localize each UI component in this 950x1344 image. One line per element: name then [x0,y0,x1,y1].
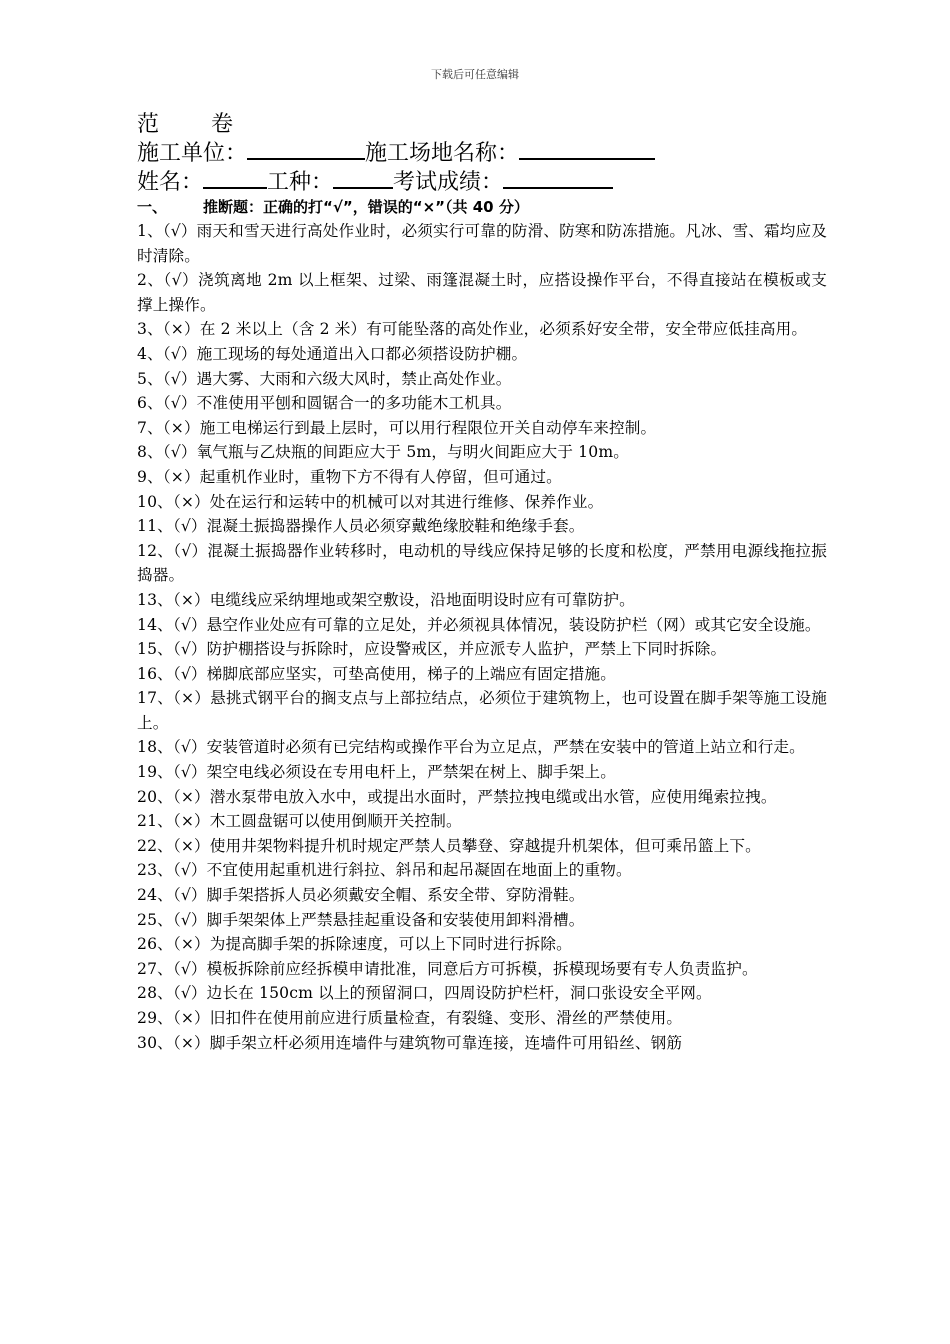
question-item: 16、（√）梯脚底部应坚实，可垫高使用，梯子的上端应有固定措施。 [137,664,616,683]
question-item: 14、（√）悬空作业处应有可靠的立足处，并必须视具体情况，装设防护栏（网）或其它安全设施。 [137,615,821,634]
score-blank[interactable] [503,167,613,189]
question-item: 26、（×）为提高脚手架的拆除速度，可以上下同时进行拆除。 [137,935,572,954]
question-item: 13、（×）电缆线应采纳埋地或架空敷设，沿地面明设时应有可靠防护。 [137,590,635,609]
question-item: 20、（×）潜水泵带电放入水中，或提出水面时，严禁拉拽电缆或出水管，应使用绳索拉拽。 [137,787,777,806]
site-blank[interactable] [519,138,655,160]
title-char-1: 范 [137,112,160,137]
question-item: 25、（√）脚手架架体上严禁悬挂起重设备和安装使用卸料滑槽。 [137,910,585,929]
question-item: 29、（×）旧扣件在使用前应进行质量检查，有裂缝、变形、滑丝的严禁使用。 [137,1009,683,1027]
page-header-note: 下载后可任意编辑 [431,68,519,81]
question-item: 1、（√）雨天和雪天进行高处作业时，必须实行可靠的防滑、防寒和防冻措施。凡冰、雪、霜均应及时清除。 [137,222,827,265]
name-label: 姓名： [137,170,204,195]
question-item: 15、（√）防护棚搭设与拆除时，应设警戒区，并应派专人监护，严禁上下同时拆除。 [137,640,727,659]
question-list [137,219,827,1055]
name-blank[interactable] [203,167,267,189]
question-item: 24、（√）脚手架搭拆人员必须戴安全帽、系安全带、穿防滑鞋。 [137,886,585,905]
paper-title [137,112,827,138]
site-label: 施工场地名称： [365,141,520,166]
question-item: 19、（√）架空电线必须设在专用电杆上，严禁架在树上、脚手架上。 [137,763,616,782]
question-item: 2、（√）浇筑离地 2m 以上框架、过梁、雨篷混凝土时，应搭设操作平台，不得直接站在模板或支撑上操作。 [137,271,827,314]
score-label: 考试成绩： [393,170,504,195]
question-item: 11、（√）混凝土振捣器操作人员必须穿戴绝缘胶鞋和绝缘手套。 [137,517,585,536]
unit-blank[interactable] [247,138,365,160]
question-item: 17、（×）悬挑式钢平台的搁支点与上部拉结点，必须位于建筑物上，也可设置在脚手架等施工设施上。 [137,689,827,732]
question-item: 9、（×）起重机作业时，重物下方不得有人停留，但可通过。 [137,467,562,486]
name-trade-score-line [137,167,827,196]
question-item: 27、（√）模板拆除前应经拆模申请批准，同意后方可拆模，拆模现场要有专人负责监护。 [137,959,758,978]
question-item: 23、（√）不宜使用起重机进行斜拉、斜吊和起吊凝固在地面上的重物。 [137,861,632,880]
question-item: 3、（×）在 2 米以上（含 2 米）有可能坠落的高处作业，必须系好安全带，安全带应低挂高用。 [137,320,808,339]
exam-paper [137,112,827,1055]
trade-label: 工种： [267,170,334,195]
section-text: 推断题：正确的打“√”，错误的“×”（共 40 分） [203,198,529,216]
question-item: 10、（×）处在运行和运转中的机械可以对其进行维修、保养作业。 [137,492,604,511]
question-item: 22、（×）使用井架物料提升机时规定严禁人员攀登、穿越提升机架体，但可乘吊篮上下。 [137,836,761,855]
question-item: 28、（√）边长在 150cm 以上的预留洞口，四周设防护栏杆，洞口张设安全平网。 [137,984,712,1003]
unit-site-line [137,138,827,167]
section-heading [137,196,827,218]
question-item: 8、（√）氧气瓶与乙炔瓶的间距应大于 5m，与明火间距应大于 10m。 [137,443,629,462]
question-item: 4、（√）施工现场的每处通道出入口都必须搭设防护棚。 [137,344,528,363]
unit-label: 施工单位： [137,141,248,166]
question-item: 7、（×）施工电梯运行到最上层时，可以用行程限位开关自动停车来控制。 [137,418,657,437]
question-item: 18、（√）安装管道时必须有已完结构或操作平台为立足点，严禁在安装中的管道上站立和行走。 [137,738,805,757]
question-item: 12、（√）混凝土振捣器作业转移时，电动机的导线应保持足够的长度和松度，严禁用电源线拖拉振捣器。 [137,541,827,585]
trade-blank[interactable] [333,167,393,189]
question-item: 30、（×）脚手架立杆必须用连墙件与建筑物可靠连接，连墙件可用铅丝、钢筋 [137,1033,683,1052]
question-item: 21、（×）木工圆盘锯可以使用倒顺开关控制。 [137,812,462,831]
question-item: 5、（√）遇大雾、大雨和六级大风时，禁止高处作业。 [137,369,512,388]
title-char-2: 卷 [211,112,234,137]
section-number: 一、 [137,198,168,216]
question-item: 6、（√）不准使用平刨和圆锯合一的多功能木工机具。 [137,394,512,413]
